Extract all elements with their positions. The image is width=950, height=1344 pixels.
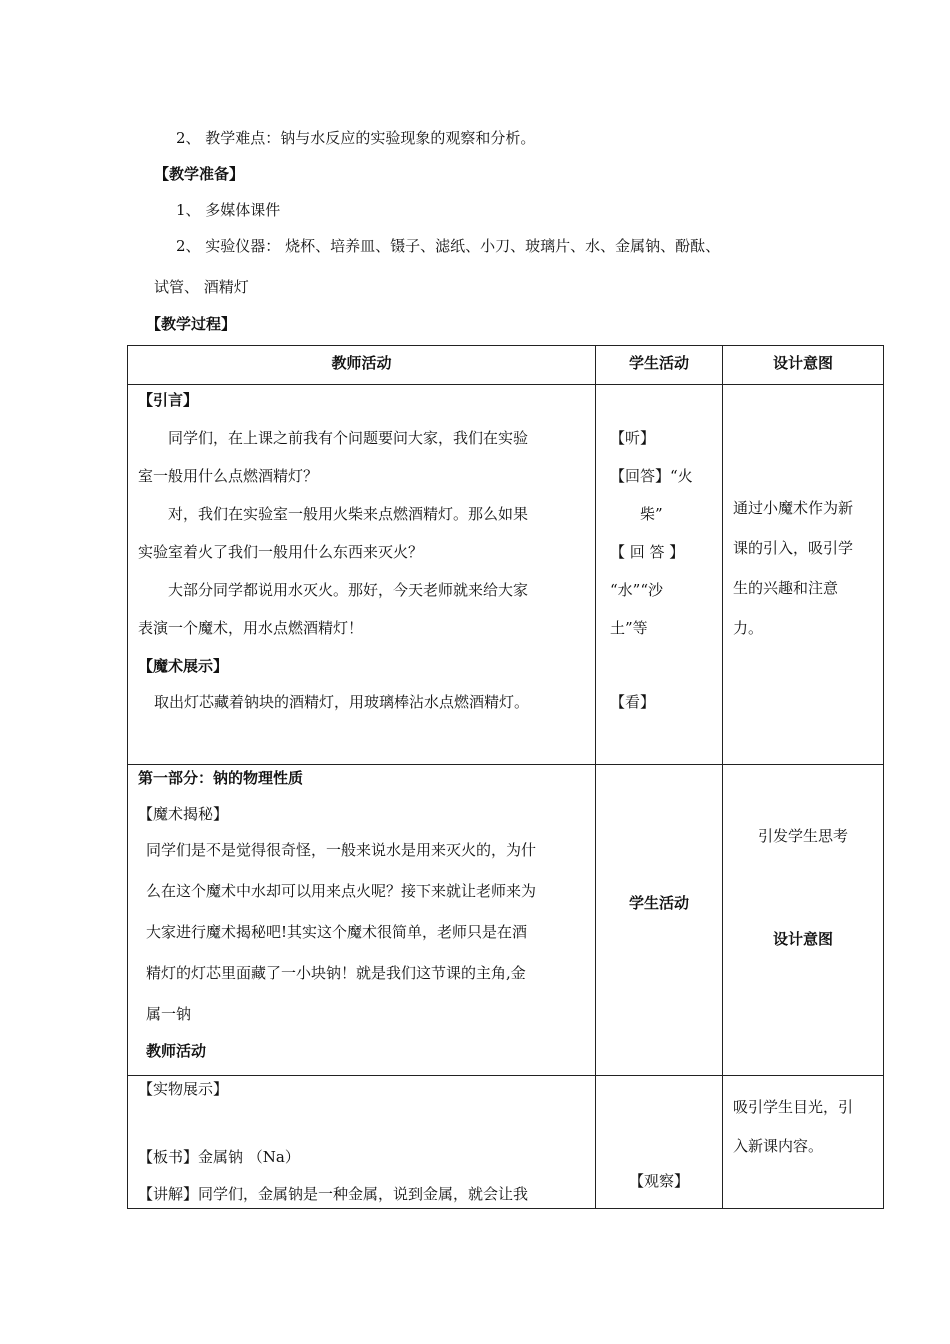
cell-line: 力。 (733, 619, 764, 637)
table-row (128, 765, 884, 1076)
cell-line: 属一钠 (146, 1005, 192, 1023)
student-cell (596, 765, 723, 1076)
design-cell (723, 1076, 884, 1209)
cell-line: 大家进行魔术揭秘吧!其实这个魔术很简单，老师只是在酒 (146, 923, 528, 941)
header-teacher-activity: 教师活动 (331, 354, 392, 372)
cell-line: 么在这个魔术中水却可以用来点火呢？接下来就让老师来为 (146, 882, 537, 900)
cell-line: 入新课内容。 (733, 1137, 824, 1155)
student-cell (596, 385, 723, 765)
cell-line: 课的引入，吸引学 (733, 539, 854, 557)
cell-line: 设计意图 (772, 930, 833, 948)
cell-line: 通过小魔术作为新 (733, 499, 854, 517)
difficulty-item: 2、 教学难点：钠与水反应的实验现象的观察和分析。 (176, 129, 536, 147)
table-row (128, 1076, 884, 1209)
teaching-process-table (127, 345, 884, 1209)
prep-item-1: 1、 多媒体课件 (176, 201, 281, 219)
cell-line: 表演一个魔术，用水点燃酒精灯！ (138, 619, 364, 637)
cell-line: 同学们是不是觉得很奇怪，一般来说水是用来灭火的，为什 (146, 841, 537, 859)
cell-line: 学生活动 (628, 894, 689, 912)
cell-line: 【看】 (610, 693, 656, 711)
cell-line: “水”“沙 (610, 581, 664, 599)
header-cell (596, 346, 723, 385)
teacher-cell (128, 1076, 596, 1209)
cell-line: 【 回 答 】 (610, 543, 685, 561)
process-heading: 【教学过程】 (146, 315, 237, 333)
cell-line: 【引言】 (138, 391, 199, 409)
cell-line: 【观察】 (628, 1172, 689, 1190)
cell-line: 第一部分：钠的物理性质 (138, 769, 304, 787)
cell-line: 土”等 (610, 619, 648, 637)
cell-line: 大部分同学都说用水灭火。那好，今天老师就来给大家 (168, 581, 529, 599)
prep-item-2: 2、 实验仪器： 烧杯、培养皿、镊子、滤纸、小刀、玻璃片、水、金属钠、酚酞、 (176, 237, 721, 255)
cell-line: 【实物展示】 (138, 1080, 229, 1098)
prep-item-2-continued: 试管、 酒精灯 (154, 278, 249, 296)
cell-line: 实验室着火了我们一般用什么东西来灭火？ (138, 543, 424, 561)
prep-heading: 【教学准备】 (154, 165, 245, 183)
cell-line: 室一般用什么点燃酒精灯？ (138, 467, 319, 485)
header-cell (128, 346, 596, 385)
student-cell (596, 1076, 723, 1209)
cell-line: 【回答】“火 (610, 467, 693, 485)
cell-line: 取出灯芯藏着钠块的酒精灯，用玻璃棒沾水点燃酒精灯。 (154, 693, 530, 711)
teacher-cell (128, 385, 596, 765)
table-header-row (128, 346, 884, 385)
cell-line: 吸引学生目光，引 (733, 1098, 854, 1116)
cell-line: 对，我们在实验室一般用火柴来点燃酒精灯。那么如果 (168, 505, 529, 523)
cell-line: 【魔术揭秘】 (138, 805, 229, 823)
header-design-intent: 设计意图 (772, 354, 833, 372)
cell-line: 精灯的灯芯里面藏了一小块钠！就是我们这节课的主角,金 (146, 964, 526, 982)
cell-line: 同学们，在上课之前我有个问题要问大家，我们在实验 (168, 429, 529, 447)
cell-line: 【听】 (610, 429, 656, 447)
cell-line: 生的兴趣和注意 (733, 579, 839, 597)
cell-line: 柴” (640, 505, 663, 523)
cell-line: 【魔术展示】 (138, 657, 229, 675)
teacher-cell (128, 765, 596, 1076)
table-row (128, 385, 884, 765)
design-cell (723, 385, 884, 765)
header-student-activity: 学生活动 (628, 354, 689, 372)
header-cell (723, 346, 884, 385)
design-cell (723, 765, 884, 1076)
cell-line: 【讲解】同学们，金属钠是一种金属，说到金属，就会让我 (138, 1185, 529, 1203)
cell-line: 【板书】金属钠 （Na） (138, 1148, 300, 1166)
cell-line: 教师活动 (146, 1042, 207, 1060)
cell-line: 引发学生思考 (757, 827, 848, 845)
